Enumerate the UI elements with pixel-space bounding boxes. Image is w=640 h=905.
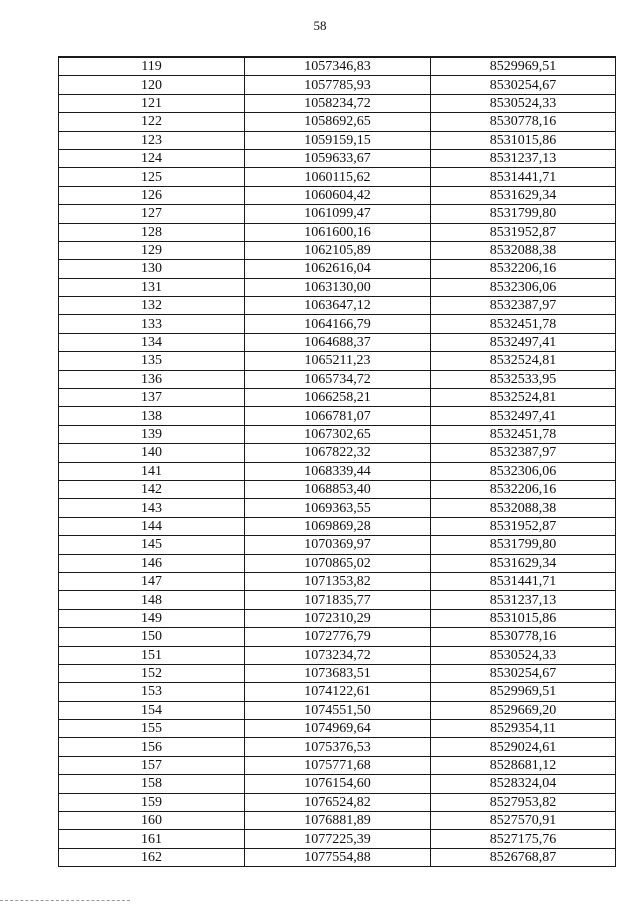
y-coordinate-cell: 8528681,12 (431, 756, 616, 774)
point-number-cell: 150 (59, 628, 245, 646)
table-row (59, 223, 616, 241)
table-row (59, 554, 616, 572)
x-coordinate-cell: 1058234,72 (245, 94, 431, 112)
table-row (59, 628, 616, 646)
table-row (59, 683, 616, 701)
table-row (59, 775, 616, 793)
point-number-cell: 145 (59, 536, 245, 554)
table-row (59, 756, 616, 774)
point-number-cell: 147 (59, 572, 245, 590)
point-number-cell: 129 (59, 241, 245, 259)
table-row (59, 76, 616, 94)
table-row (59, 407, 616, 425)
point-number-cell: 140 (59, 444, 245, 462)
point-number-cell: 158 (59, 775, 245, 793)
x-coordinate-cell: 1058692,65 (245, 113, 431, 131)
y-coordinate-cell: 8532387,97 (431, 444, 616, 462)
x-coordinate-cell: 1065734,72 (245, 370, 431, 388)
page-edge-mark (0, 900, 130, 901)
point-number-cell: 142 (59, 480, 245, 498)
point-number-cell: 144 (59, 517, 245, 535)
point-number-cell: 156 (59, 738, 245, 756)
table-row (59, 517, 616, 535)
point-number-cell: 138 (59, 407, 245, 425)
table-row (59, 499, 616, 517)
x-coordinate-cell: 1060604,42 (245, 186, 431, 204)
y-coordinate-cell: 8532206,16 (431, 480, 616, 498)
x-coordinate-cell: 1072310,29 (245, 609, 431, 627)
point-number-cell: 126 (59, 186, 245, 204)
y-coordinate-cell: 8527570,91 (431, 812, 616, 830)
y-coordinate-cell: 8531952,87 (431, 517, 616, 535)
coordinates-table (58, 56, 616, 867)
y-coordinate-cell: 8531441,71 (431, 168, 616, 186)
y-coordinate-cell: 8532306,06 (431, 462, 616, 480)
x-coordinate-cell: 1059159,15 (245, 131, 431, 149)
point-number-cell: 120 (59, 76, 245, 94)
point-number-cell: 134 (59, 333, 245, 351)
point-number-cell: 141 (59, 462, 245, 480)
x-coordinate-cell: 1067822,32 (245, 444, 431, 462)
point-number-cell: 137 (59, 389, 245, 407)
table-row (59, 425, 616, 443)
y-coordinate-cell: 8532088,38 (431, 241, 616, 259)
x-coordinate-cell: 1059633,67 (245, 149, 431, 167)
y-coordinate-cell: 8532387,97 (431, 297, 616, 315)
y-coordinate-cell: 8527175,76 (431, 830, 616, 848)
x-coordinate-cell: 1071835,77 (245, 591, 431, 609)
y-coordinate-cell: 8532533,95 (431, 370, 616, 388)
x-coordinate-cell: 1068339,44 (245, 462, 431, 480)
table-row (59, 168, 616, 186)
x-coordinate-cell: 1071353,82 (245, 572, 431, 590)
x-coordinate-cell: 1057346,83 (245, 57, 431, 76)
point-number-cell: 154 (59, 701, 245, 719)
x-coordinate-cell: 1072776,79 (245, 628, 431, 646)
x-coordinate-cell: 1070369,97 (245, 536, 431, 554)
point-number-cell: 151 (59, 646, 245, 664)
point-number-cell: 143 (59, 499, 245, 517)
table-row (59, 205, 616, 223)
point-number-cell: 119 (59, 57, 245, 76)
point-number-cell: 128 (59, 223, 245, 241)
x-coordinate-cell: 1066781,07 (245, 407, 431, 425)
point-number-cell: 149 (59, 609, 245, 627)
y-coordinate-cell: 8530778,16 (431, 628, 616, 646)
x-coordinate-cell: 1076881,89 (245, 812, 431, 830)
x-coordinate-cell: 1073234,72 (245, 646, 431, 664)
y-coordinate-cell: 8531441,71 (431, 572, 616, 590)
table-row (59, 830, 616, 848)
table-row (59, 444, 616, 462)
point-number-cell: 159 (59, 793, 245, 811)
table-row (59, 701, 616, 719)
table-row (59, 333, 616, 351)
point-number-cell: 132 (59, 297, 245, 315)
y-coordinate-cell: 8532088,38 (431, 499, 616, 517)
point-number-cell: 139 (59, 425, 245, 443)
y-coordinate-cell: 8531952,87 (431, 223, 616, 241)
point-number-cell: 127 (59, 205, 245, 223)
table-row (59, 149, 616, 167)
y-coordinate-cell: 8529024,61 (431, 738, 616, 756)
table-row (59, 793, 616, 811)
y-coordinate-cell: 8530254,67 (431, 664, 616, 682)
x-coordinate-cell: 1075376,53 (245, 738, 431, 756)
point-number-cell: 133 (59, 315, 245, 333)
table-row (59, 57, 616, 76)
x-coordinate-cell: 1065211,23 (245, 352, 431, 370)
table-row (59, 609, 616, 627)
table-row (59, 848, 616, 866)
x-coordinate-cell: 1064166,79 (245, 315, 431, 333)
point-number-cell: 148 (59, 591, 245, 609)
y-coordinate-cell: 8531629,34 (431, 186, 616, 204)
x-coordinate-cell: 1060115,62 (245, 168, 431, 186)
y-coordinate-cell: 8532524,81 (431, 352, 616, 370)
table-row (59, 370, 616, 388)
x-coordinate-cell: 1067302,65 (245, 425, 431, 443)
point-number-cell: 162 (59, 848, 245, 866)
x-coordinate-cell: 1075771,68 (245, 756, 431, 774)
table-row (59, 113, 616, 131)
table-row (59, 352, 616, 370)
point-number-cell: 146 (59, 554, 245, 572)
y-coordinate-cell: 8529969,51 (431, 683, 616, 701)
point-number-cell: 123 (59, 131, 245, 149)
x-coordinate-cell: 1064688,37 (245, 333, 431, 351)
table-row (59, 738, 616, 756)
y-coordinate-cell: 8532306,06 (431, 278, 616, 296)
point-number-cell: 160 (59, 812, 245, 830)
x-coordinate-cell: 1077225,39 (245, 830, 431, 848)
y-coordinate-cell: 8526768,87 (431, 848, 616, 866)
point-number-cell: 152 (59, 664, 245, 682)
point-number-cell: 135 (59, 352, 245, 370)
x-coordinate-cell: 1069363,55 (245, 499, 431, 517)
x-coordinate-cell: 1077554,88 (245, 848, 431, 866)
coordinates-table-body (59, 57, 616, 867)
x-coordinate-cell: 1073683,51 (245, 664, 431, 682)
point-number-cell: 122 (59, 113, 245, 131)
x-coordinate-cell: 1074969,64 (245, 720, 431, 738)
y-coordinate-cell: 8531015,86 (431, 609, 616, 627)
table-row (59, 186, 616, 204)
x-coordinate-cell: 1062105,89 (245, 241, 431, 259)
x-coordinate-cell: 1061600,16 (245, 223, 431, 241)
table-row (59, 260, 616, 278)
x-coordinate-cell: 1074122,61 (245, 683, 431, 701)
x-coordinate-cell: 1061099,47 (245, 205, 431, 223)
y-coordinate-cell: 8532451,78 (431, 425, 616, 443)
point-number-cell: 157 (59, 756, 245, 774)
table-row (59, 646, 616, 664)
y-coordinate-cell: 8531237,13 (431, 591, 616, 609)
x-coordinate-cell: 1062616,04 (245, 260, 431, 278)
y-coordinate-cell: 8531015,86 (431, 131, 616, 149)
table-row (59, 572, 616, 590)
y-coordinate-cell: 8528324,04 (431, 775, 616, 793)
table-row (59, 462, 616, 480)
y-coordinate-cell: 8527953,82 (431, 793, 616, 811)
x-coordinate-cell: 1076524,82 (245, 793, 431, 811)
x-coordinate-cell: 1068853,40 (245, 480, 431, 498)
table-row (59, 720, 616, 738)
y-coordinate-cell: 8530524,33 (431, 94, 616, 112)
table-row (59, 315, 616, 333)
point-number-cell: 121 (59, 94, 245, 112)
table-row (59, 241, 616, 259)
y-coordinate-cell: 8532451,78 (431, 315, 616, 333)
x-coordinate-cell: 1074551,50 (245, 701, 431, 719)
point-number-cell: 131 (59, 278, 245, 296)
y-coordinate-cell: 8530254,67 (431, 76, 616, 94)
point-number-cell: 153 (59, 683, 245, 701)
y-coordinate-cell: 8532206,16 (431, 260, 616, 278)
point-number-cell: 130 (59, 260, 245, 278)
y-coordinate-cell: 8529969,51 (431, 57, 616, 76)
y-coordinate-cell: 8532497,41 (431, 407, 616, 425)
table-row (59, 536, 616, 554)
point-number-cell: 155 (59, 720, 245, 738)
y-coordinate-cell: 8529354,11 (431, 720, 616, 738)
table-row (59, 480, 616, 498)
table-row (59, 94, 616, 112)
y-coordinate-cell: 8531237,13 (431, 149, 616, 167)
point-number-cell: 124 (59, 149, 245, 167)
table-row (59, 131, 616, 149)
point-number-cell: 136 (59, 370, 245, 388)
x-coordinate-cell: 1057785,93 (245, 76, 431, 94)
y-coordinate-cell: 8531629,34 (431, 554, 616, 572)
point-number-cell: 161 (59, 830, 245, 848)
x-coordinate-cell: 1069869,28 (245, 517, 431, 535)
table-row (59, 812, 616, 830)
table-row (59, 297, 616, 315)
x-coordinate-cell: 1066258,21 (245, 389, 431, 407)
x-coordinate-cell: 1063130,00 (245, 278, 431, 296)
y-coordinate-cell: 8532497,41 (431, 333, 616, 351)
y-coordinate-cell: 8530778,16 (431, 113, 616, 131)
x-coordinate-cell: 1063647,12 (245, 297, 431, 315)
y-coordinate-cell: 8531799,80 (431, 536, 616, 554)
page-number: 58 (313, 18, 327, 33)
y-coordinate-cell: 8531799,80 (431, 205, 616, 223)
x-coordinate-cell: 1070865,02 (245, 554, 431, 572)
table-row (59, 591, 616, 609)
y-coordinate-cell: 8530524,33 (431, 646, 616, 664)
table-row (59, 278, 616, 296)
table-row (59, 389, 616, 407)
table-row (59, 664, 616, 682)
y-coordinate-cell: 8532524,81 (431, 389, 616, 407)
y-coordinate-cell: 8529669,20 (431, 701, 616, 719)
x-coordinate-cell: 1076154,60 (245, 775, 431, 793)
point-number-cell: 125 (59, 168, 245, 186)
